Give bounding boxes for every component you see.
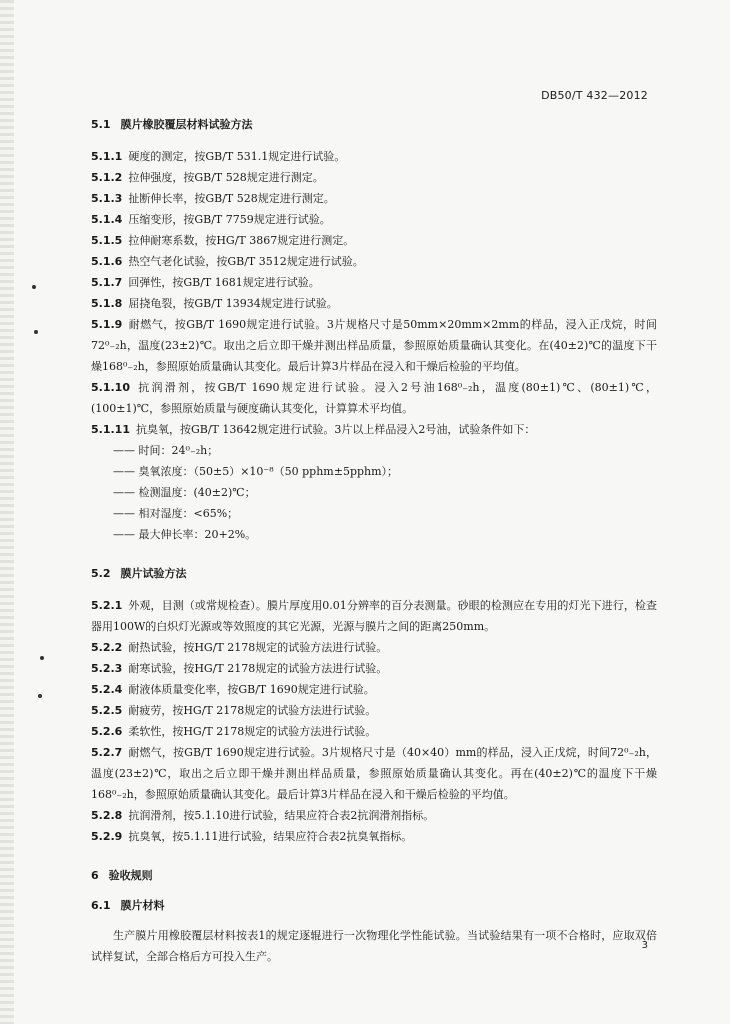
list-item: 5.2.4 耐液体质量变化率，按GB/T 1690规定进行试验。 [91, 683, 375, 696]
section-title: 膜片材料 [120, 899, 165, 912]
list-item: 5.1.6 热空气老化试验，按GB/T 3512规定进行试验。 [91, 255, 364, 268]
list-item: 5.2.2 耐热试验，按HG/T 2178规定的试验方法进行试验。 [91, 641, 388, 654]
list-item: 5.1.9 耐燃气，按GB/T 1690规定进行试验。3片规格尺寸是50mm×20mm×2mm的样品，浸入正戊烷，时间72⁰₋₂h，温度(23±2)℃。取出之后立即干燥并测出样品质量，参照原始质量确认其变化。在(40±2)℃的温度下干燥168⁰₋₂h，参照原始质量确认其变化。最后计算3片样品在浸入和干燥后检验的平均值。 [91, 318, 657, 373]
section-title: 膜片试验方法 [120, 567, 187, 580]
list-item: 5.1.1 硬度的测定，按GB/T 531.1规定进行试验。 [91, 150, 346, 163]
chapter-number: 6 [91, 869, 99, 882]
list-item: 5.1.11 抗臭氧，按GB/T 13642规定进行试验。3片以上样品浸入2号油，试验条件如下： [91, 423, 536, 436]
condition-item: —— 时间：24⁰₋₂h； [113, 444, 219, 457]
list-item: 5.2.7 耐燃气，按GB/T 1690规定进行试验。3片规格尺寸是（40×40）mm的样品，浸入正戊烷，时间72⁰₋₂h，温度(23±2)℃，取出之后立即干燥并测出样品质量，参照原始质量确认其变化。再在(40±2)℃的温度下干燥168⁰₋₂h，参照原始质量确认其变化。最后计算3片样品在浸入和干燥后检验的平均值。 [91, 746, 657, 801]
list-item: 5.2.9 抗臭氧，按5.1.11进行试验，结果应符合表2抗臭氧指标。 [91, 830, 413, 843]
section-number: 5.2 [91, 567, 111, 580]
list-item: 5.2.6 柔软性，按HG/T 2178规定的试验方法进行试验。 [91, 725, 377, 738]
section-title: 膜片橡胶覆层材料试验方法 [120, 118, 253, 131]
body-paragraph: 生产膜片用橡胶覆层材料按表1的规定逐辊进行一次物理化学性能试验。当试验结果有一项不合格时，应取双倍试样复试，全部合格后方可投入生产。 [91, 929, 657, 963]
scan-dot [32, 285, 36, 289]
condition-item: —— 臭氧浓度：（50±5）×10⁻⁸（50 pphm±5pphm）； [113, 465, 399, 478]
section-5-1-items [91, 146, 657, 440]
section-heading [91, 897, 657, 913]
section-heading [91, 565, 657, 581]
page-number: 3 [641, 940, 648, 951]
section-5-2-items [91, 595, 657, 847]
list-item: 5.1.7 回弹性，按GB/T 1681规定进行试验。 [91, 276, 320, 289]
document-body [91, 116, 657, 967]
list-item: 5.1.10 抗润滑剂，按GB/T 1690规定进行试验。浸入2号油168⁰₋₂h，温度(80±1)℃、(80±1)℃，(100±1)℃，参照原始质量与硬度确认其变化，计算算术平均值。 [91, 381, 657, 415]
list-item: 5.2.5 耐疲劳，按HG/T 2178规定的试验方法进行试验。 [91, 704, 377, 717]
condition-item: —— 检测温度：(40±2)℃； [113, 486, 256, 499]
section-heading [91, 116, 657, 132]
scan-dot [34, 330, 38, 334]
list-item: 5.1.4 压缩变形，按GB/T 7759规定进行试验。 [91, 213, 331, 226]
section-number: 5.1 [91, 118, 111, 131]
list-item: 5.2.3 耐寒试验，按HG/T 2178规定的试验方法进行试验。 [91, 662, 388, 675]
list-item: 5.1.8 屈挠龟裂，按GB/T 13934规定进行试验。 [91, 297, 338, 310]
list-item: 5.1.3 扯断伸长率，按GB/T 528规定进行测定。 [91, 192, 335, 205]
ozone-conditions [91, 440, 657, 545]
document-code: DB50/T 432—2012 [541, 89, 648, 102]
list-item: 5.2.1 外观，目测（或常规检查）。膜片厚度用0.01分辨率的百分表测量。砂眼的检测应在专用的灯光下进行，检查器用100W的白炽灯光源或等效照度的其它光源，光源与膜片之间的距离250mm。 [91, 599, 657, 633]
list-item: 5.1.2 拉伸强度，按GB/T 528规定进行测定。 [91, 171, 324, 184]
section-number: 6.1 [91, 899, 111, 912]
condition-item: —— 相对湿度：<65%； [113, 507, 239, 520]
scan-dot [38, 694, 42, 698]
scan-dot [40, 656, 44, 660]
scan-edge [0, 0, 14, 1024]
list-item: 5.2.8 抗润滑剂，按5.1.10进行试验，结果应符合表2抗润滑剂指标。 [91, 809, 435, 822]
chapter-title: 验收规则 [108, 869, 153, 882]
list-item: 5.1.5 拉伸耐寒系数，按HG/T 3867规定进行测定。 [91, 234, 355, 247]
chapter-heading [91, 867, 657, 883]
condition-item: —— 最大伸长率：20+2%。 [113, 528, 257, 541]
